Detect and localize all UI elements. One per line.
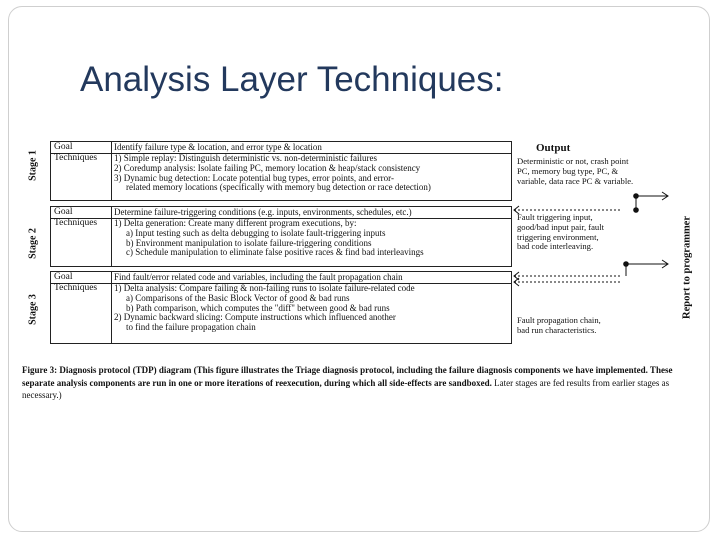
technique-line: 3) Dynamic bug detection: Locate potential bug types, error points, and error-: [114, 172, 394, 183]
goal-text: Determine failure-triggering conditions (e.g. inputs, environments, schedules, etc.): [114, 208, 412, 217]
report-to-programmer-label: Report to programmer: [681, 215, 693, 320]
technique-line: 1) Simple replay: Distinguish deterministic vs. non-deterministic failures: [114, 154, 377, 163]
technique-line: a) Input testing such as delta debugging to isolate fault-triggering inputs: [126, 227, 386, 238]
junction-dot-icon: [633, 193, 639, 199]
caption-normal: Later stages are fed results from earlier stages as necessary.): [22, 377, 670, 400]
output-line: good/bad input pair, fault: [517, 221, 605, 232]
technique-line: related memory locations (specifically with memory bug detection or race detection): [126, 182, 431, 193]
caption-bold: Figure 3: Diagnosis protocol (TDP) diagram (This figure illustrates the Triage diagnosis protocol, including the failure diagnosis components we have implemented. These separate analysis components are run in one or more iterations of reexecution, during which all side-effects are sandboxed.: [22, 365, 673, 388]
junction-dot-icon: [633, 207, 639, 213]
goal-label: Goal: [54, 207, 73, 217]
stage-3-label: Stage 3: [27, 294, 39, 325]
stage-1-label: Stage 1: [27, 150, 39, 181]
junction-dot-icon: [623, 261, 629, 267]
technique-line: c) Schedule manipulation to eliminate false positive races & find bad interleavings: [126, 247, 424, 258]
figure-caption: [22, 364, 702, 402]
output-line: Deterministic or not, crash point: [517, 156, 629, 166]
output-line: bad run characteristics.: [517, 324, 597, 335]
goal-label: Goal: [54, 142, 73, 152]
techniques-label: Techniques: [54, 153, 98, 163]
output-header: Output: [536, 142, 571, 154]
technique-line: 2) Coredump analysis: Isolate failing PC, memory location & heap/stack consistency: [114, 162, 421, 173]
technique-line: b) Path comparison, which computes the "diff" between good & bad runs: [126, 302, 390, 313]
output-line: Fault propagation chain,: [517, 315, 601, 325]
stage-2-label: Stage 2: [27, 228, 39, 259]
technique-line: b) Environment manipulation to isolate failure-triggering conditions: [126, 237, 372, 248]
technique-line: 1) Delta generation: Create many different program executions, by:: [114, 219, 357, 228]
output-line: triggering environment,: [517, 231, 599, 242]
output-line: Fault triggering input,: [517, 212, 593, 222]
techniques-label: Techniques: [54, 218, 98, 228]
output-line: bad code interleaving.: [517, 241, 594, 252]
technique-line: to find the failure propagation chain: [126, 322, 256, 333]
output-line: variable, data race PC & variable.: [517, 175, 634, 186]
goal-label: Goal: [54, 272, 73, 282]
technique-line: 2) Dynamic backward slicing: Compute instructions which influenced another: [114, 312, 396, 323]
slide-title: Analysis Layer Techniques:: [80, 60, 504, 99]
goal-text: Identify failure type & location, and error type & location: [114, 143, 322, 152]
technique-line: a) Comparisons of the Basic Block Vector of good & bad runs: [126, 292, 350, 303]
techniques-label: Techniques: [54, 283, 98, 293]
output-line: PC, memory bug type, PC, &: [517, 165, 619, 176]
goal-text: Find fault/error related code and variables, including the fault propagation chain: [114, 273, 403, 282]
technique-line: 1) Delta analysis: Compare failing & non-failing runs to isolate failure-related code: [114, 284, 415, 293]
